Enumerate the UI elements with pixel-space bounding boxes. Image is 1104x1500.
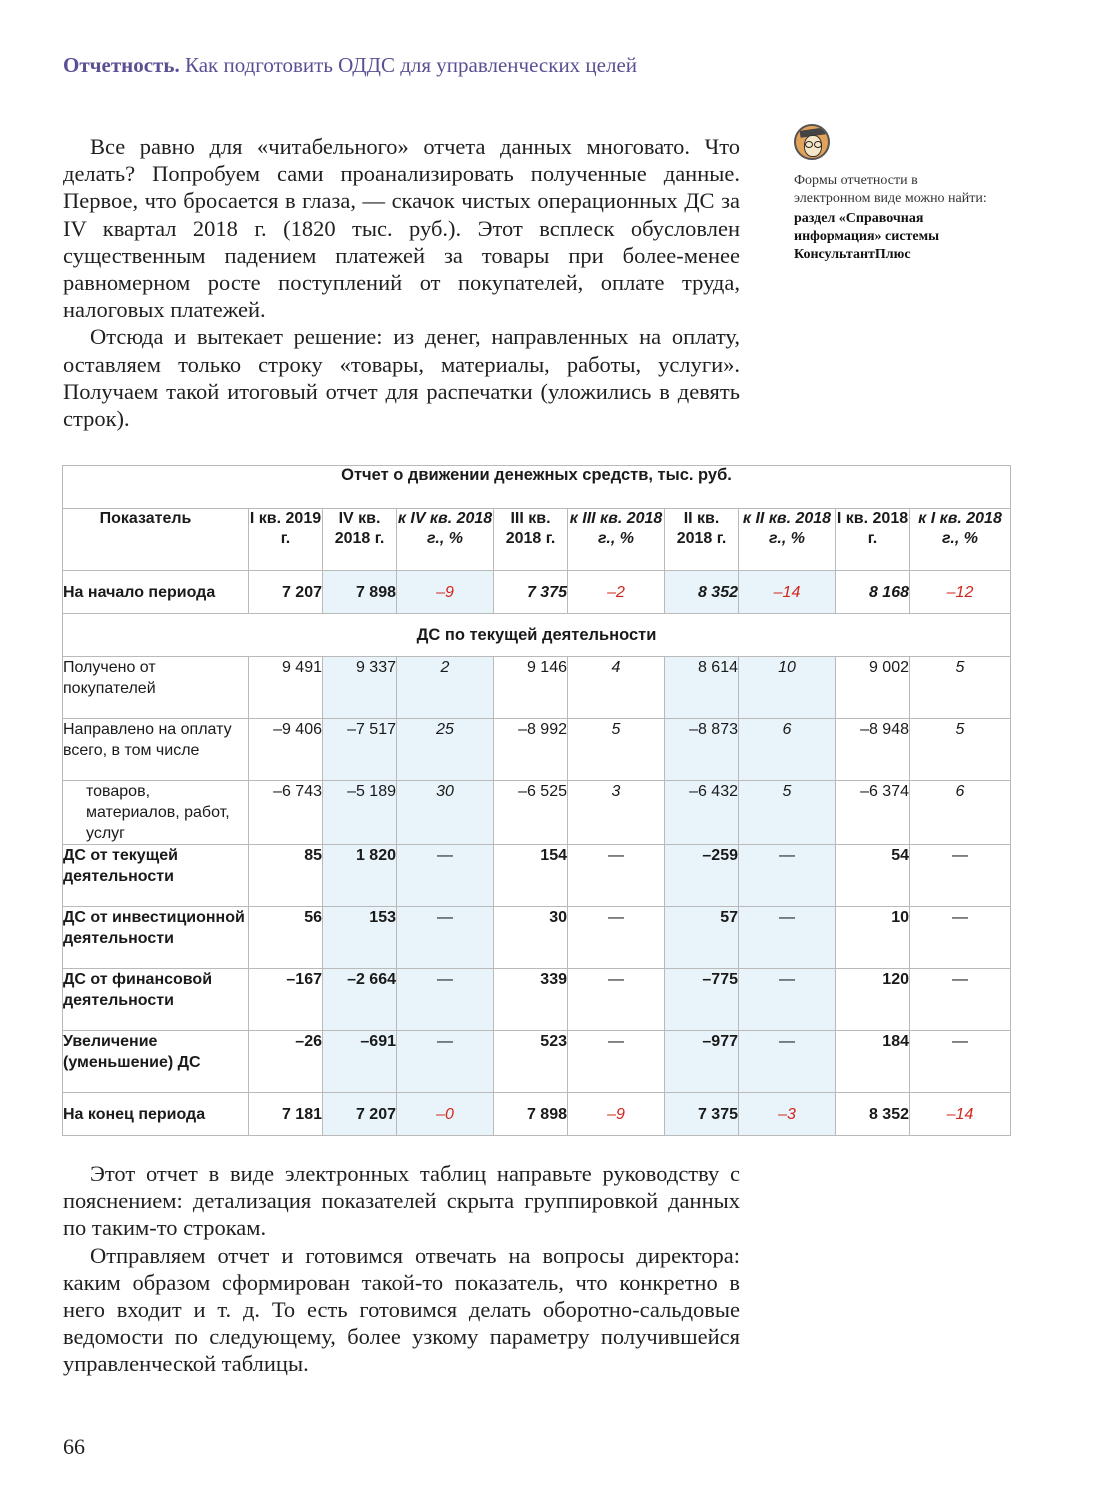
- cell: —: [397, 845, 494, 907]
- cell: 7 375: [494, 571, 568, 614]
- cell: –167: [249, 969, 323, 1031]
- cell: 57: [665, 907, 739, 969]
- table-row: [63, 845, 1011, 907]
- cell: 184: [836, 1031, 910, 1093]
- table-row: [63, 719, 1011, 781]
- row-label: Получено от покупателей: [63, 657, 249, 719]
- cell: –14: [739, 571, 836, 614]
- cell: –6 374: [836, 781, 910, 845]
- col-header: к III кв. 2018 г., %: [568, 509, 665, 571]
- cell: –6 432: [665, 781, 739, 845]
- cell: –3: [739, 1093, 836, 1136]
- col-header: к II кв. 2018 г., %: [739, 509, 836, 571]
- cell: –9: [568, 1093, 665, 1136]
- cell: 5: [568, 719, 665, 781]
- section-row: [63, 614, 1011, 657]
- cell: —: [910, 907, 1011, 969]
- cell: 5: [739, 781, 836, 845]
- cell: –2: [568, 571, 665, 614]
- table-row: [63, 1031, 1011, 1093]
- cell: –691: [323, 1031, 397, 1093]
- cell: —: [568, 845, 665, 907]
- row-label: На начало периода: [63, 571, 249, 614]
- cell: 9 337: [323, 657, 397, 719]
- row-label: ДС от финансовой деятельности: [63, 969, 249, 1031]
- col-header: к IV кв. 2018 г., %: [397, 509, 494, 571]
- intro-text: [63, 133, 740, 432]
- col-header: III кв. 2018 г.: [494, 509, 568, 571]
- cell: –8 948: [836, 719, 910, 781]
- cell: 7 898: [494, 1093, 568, 1136]
- cell: 7 898: [323, 571, 397, 614]
- row-label: Увеличение (уменьшение) ДС: [63, 1031, 249, 1093]
- cell: —: [568, 969, 665, 1031]
- cell: –2 664: [323, 969, 397, 1031]
- cell: 7 207: [249, 571, 323, 614]
- cell: 1 820: [323, 845, 397, 907]
- cell: –26: [249, 1031, 323, 1093]
- cell: 3: [568, 781, 665, 845]
- cell: —: [739, 1031, 836, 1093]
- cell: 154: [494, 845, 568, 907]
- cell: 4: [568, 657, 665, 719]
- cell: 153: [323, 907, 397, 969]
- paragraph: Отправляем отчет и готовимся отвечать на вопросы директора: каким образом сформирован такой-то показатель, что конкретно в него входит и т. д. То есть готовимся делать оборотно-сальдовые ведомости по следующему, более узкому параметру получившейся управленческой таблицы.: [63, 1242, 740, 1377]
- cell: 9 146: [494, 657, 568, 719]
- row-label: товаров, материалов, работ, услуг: [63, 781, 249, 845]
- cell: —: [739, 907, 836, 969]
- col-header: II кв. 2018 г.: [665, 509, 739, 571]
- table-row: [63, 781, 1011, 845]
- table-row: [63, 1093, 1011, 1136]
- section-title: ДС по текущей деятельности: [63, 614, 1011, 657]
- cell: 7 375: [665, 1093, 739, 1136]
- row-label: Направлено на оплату всего, в том числе: [63, 719, 249, 781]
- table-row: [63, 657, 1011, 719]
- cell: –8 992: [494, 719, 568, 781]
- table-title: Отчет о движении денежных средств, тыс. руб.: [63, 466, 1011, 509]
- paragraph: Этот отчет в виде электронных таблиц направьте руководству с пояснением: детализация показателей скрыта группировкой данных по таким-то строкам.: [63, 1161, 740, 1241]
- cell: –6 525: [494, 781, 568, 845]
- cell: 8 614: [665, 657, 739, 719]
- cell: –5 189: [323, 781, 397, 845]
- cell: 2: [397, 657, 494, 719]
- cell: 5: [910, 657, 1011, 719]
- cell: 120: [836, 969, 910, 1031]
- cell: 8 168: [836, 571, 910, 614]
- cell: 10: [739, 657, 836, 719]
- table-row: [63, 907, 1011, 969]
- cell: –977: [665, 1031, 739, 1093]
- cell: 30: [494, 907, 568, 969]
- cell: 85: [249, 845, 323, 907]
- cell: –7 517: [323, 719, 397, 781]
- sidebar-source: раздел «Справочная информация» системы КонсультантПлюс: [794, 211, 940, 262]
- table-row: [63, 969, 1011, 1031]
- cell: —: [397, 907, 494, 969]
- header-title: Как подготовить ОДДС для управленческих целей: [184, 53, 638, 77]
- cell: 25: [397, 719, 494, 781]
- cell: –0: [397, 1093, 494, 1136]
- cell: 30: [397, 781, 494, 845]
- cell: 8 352: [836, 1093, 910, 1136]
- col-header: I кв. 2018 г.: [836, 509, 910, 571]
- cell: 54: [836, 845, 910, 907]
- row-label: На конец периода: [63, 1093, 249, 1136]
- col-header: IV кв. 2018 г.: [323, 509, 397, 571]
- paragraph: Все равно для «читабельного» отчета данных многовато. Что делать? Попробуем сами проанализировать полученные данные. Первое, что бросается в глаза, — скачок чистых операционных ДС за IV квартал 2018 г. (1820 тыс. руб.). Этот всплеск обусловлен существенным падением платежей за товары при более-менее равномерном росте поступлений от покупателей, оплате труда, налоговых платежей.: [63, 134, 740, 323]
- cell: –12: [910, 571, 1011, 614]
- cell: —: [397, 969, 494, 1031]
- row-label: ДС от текущей деятельности: [63, 845, 249, 907]
- cell: 6: [910, 781, 1011, 845]
- cell: 8 352: [665, 571, 739, 614]
- cell: 7 181: [249, 1093, 323, 1136]
- cell: –14: [910, 1093, 1011, 1136]
- paragraph: Отсюда и вытекает решение: из денег, направленных на оплату, оставляем только строку «товары, материалы, работы, услуги». Получаем такой итоговый отчет для распечатки (уложились в девять строк).: [63, 324, 740, 432]
- cell: 7 207: [323, 1093, 397, 1136]
- cell: —: [910, 1031, 1011, 1093]
- cell: –6 743: [249, 781, 323, 845]
- col-header: I кв. 2019 г.: [249, 509, 323, 571]
- cell: —: [568, 907, 665, 969]
- cash-flow-table: [62, 465, 1011, 1136]
- professor-avatar-icon: [794, 124, 830, 160]
- sidebar-note: [794, 124, 994, 264]
- cell: 56: [249, 907, 323, 969]
- cell: –8 873: [665, 719, 739, 781]
- page-number: 66: [63, 1434, 85, 1459]
- cell: 523: [494, 1031, 568, 1093]
- cell: 10: [836, 907, 910, 969]
- col-header: Показатель: [63, 509, 249, 571]
- sidebar-text: Формы отчетности в электронном виде можно найти:: [794, 173, 987, 206]
- cell: –9: [397, 571, 494, 614]
- cell: —: [568, 1031, 665, 1093]
- cell: —: [397, 1031, 494, 1093]
- cell: —: [739, 845, 836, 907]
- cell: 9 491: [249, 657, 323, 719]
- cell: 9 002: [836, 657, 910, 719]
- row-label: ДС от инвестиционной деятельности: [63, 907, 249, 969]
- cell: —: [910, 969, 1011, 1031]
- header-section: Отчетность.: [63, 53, 180, 77]
- cell: 6: [739, 719, 836, 781]
- cell: 339: [494, 969, 568, 1031]
- cell: —: [739, 969, 836, 1031]
- cell: 5: [910, 719, 1011, 781]
- cell: –775: [665, 969, 739, 1031]
- cell: —: [910, 845, 1011, 907]
- table-row: [63, 571, 1011, 614]
- closing-text: [63, 1160, 740, 1378]
- col-header: к I кв. 2018 г., %: [910, 509, 1011, 571]
- running-header: [63, 53, 637, 78]
- table-header-row: [63, 509, 1011, 571]
- cell: –259: [665, 845, 739, 907]
- cell: –9 406: [249, 719, 323, 781]
